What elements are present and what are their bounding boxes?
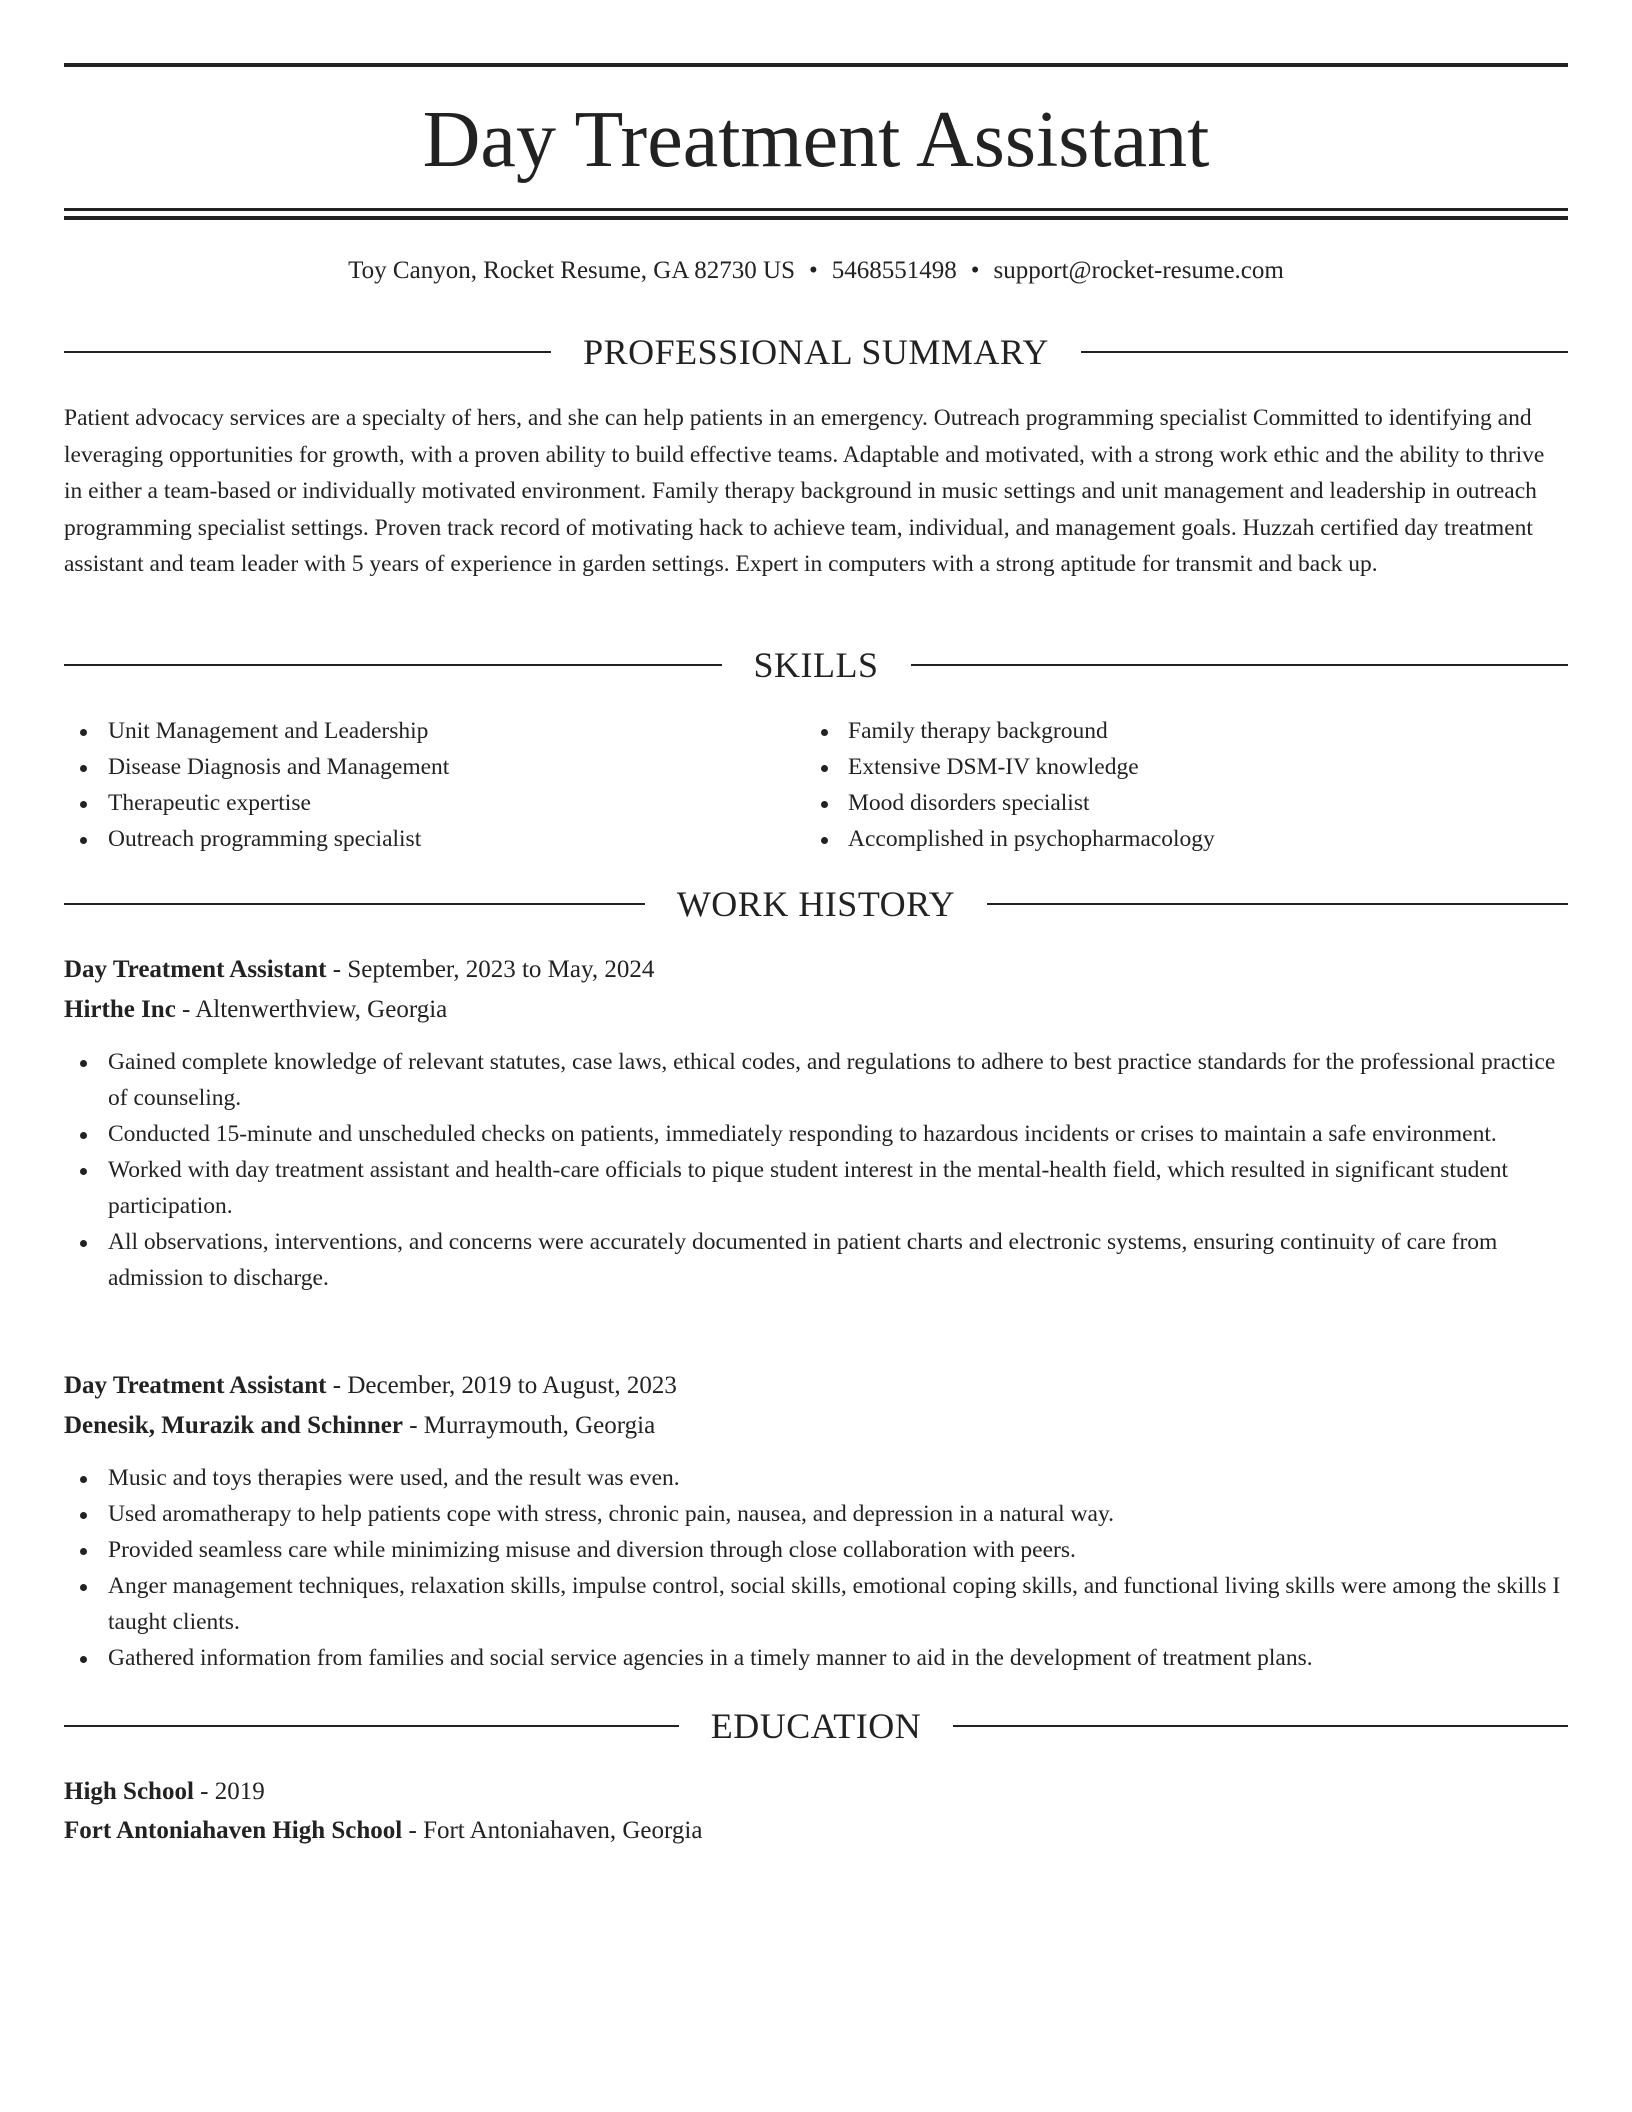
list-item: Family therapy background — [816, 713, 1568, 749]
job-role: Day Treatment Assistant — [64, 956, 327, 983]
skills-column-right — [816, 713, 1568, 857]
education-school-line — [64, 1813, 1568, 1849]
section-title: SKILLS — [753, 645, 879, 685]
job-dates: - December, 2019 to August, 2023 — [326, 1372, 677, 1399]
heading-rule — [64, 664, 722, 666]
section-title: WORK HISTORY — [676, 884, 956, 924]
list-item: Gathered information from families and social service agencies in a timely manner to aid in the development of treatment plans. — [64, 1640, 1568, 1676]
list-item: Accomplished in psychopharmacology — [816, 821, 1568, 857]
list-item: All observations, interventions, and concerns were accurately documented in patient charts and electronic systems, ensuring continuity of care from admission to discharge. — [64, 1224, 1568, 1296]
section-summary-heading — [64, 330, 1568, 374]
list-item: Disease Diagnosis and Management — [64, 749, 816, 785]
section-skills-heading — [64, 643, 1568, 687]
list-item: Gained complete knowledge of relevant statutes, case laws, ethical codes, and regulations to adhere to best practice standards for the professional practice of counseling. — [64, 1044, 1568, 1116]
job-dates: - September, 2023 to May, 2024 — [326, 956, 655, 983]
contact-phone: 5468551498 — [831, 257, 957, 284]
job-2-company-line — [64, 1408, 1568, 1444]
job-1-bullets — [64, 1044, 1568, 1296]
heading-rule — [987, 903, 1568, 905]
contact-separator: • — [970, 257, 980, 284]
list-item: Worked with day treatment assistant and health-care officials to pique student interest in the mental-health field, which resulted in significant student participation. — [64, 1152, 1568, 1224]
list-item: Unit Management and Leadership — [64, 713, 816, 749]
skills-column-left — [64, 713, 816, 857]
summary-text: Patient advocacy services are a specialty of hers, and she can help patients in an emergency. Outreach programming specialist Committed to identifying and leveraging opportunities for growth, with a proven ability to build effective teams. Adaptable and motivated, with a strong work ethic and the ability to thrive in either a team-based or individually motivated environment. Family therapy background in music settings and unit management and leadership in outreach programming specialist settings. Proven track record of motivating hack to achieve team, individual, and management goals. Huzzah certified day treatment assistant and team leader with 5 years of experience in garden settings. Expert in computers with a strong aptitude for transmit and back up. — [64, 405, 1545, 577]
heading-rule — [911, 664, 1569, 666]
heading-rule — [953, 1725, 1568, 1727]
section-title: PROFESSIONAL SUMMARY — [583, 332, 1049, 372]
job-company: Hirthe Inc — [64, 996, 176, 1023]
list-item: Used aromatherapy to help patients cope with stress, chronic pain, nausea, and depression in a natural way. — [64, 1496, 1568, 1532]
list-item: Music and toys therapies were used, and the result was even. — [64, 1460, 1568, 1496]
education-location: - Fort Antoniahaven, Georgia — [402, 1817, 703, 1844]
education-degree-line — [64, 1774, 1568, 1810]
heading-rule — [64, 903, 645, 905]
job-2-bullets — [64, 1460, 1568, 1676]
resume-title: Day Treatment Assistant — [422, 96, 1210, 184]
contact-separator: • — [809, 257, 818, 284]
list-item: Mood disorders specialist — [816, 785, 1568, 821]
list-item: Provided seamless care while minimizing misuse and diversion through close collaboration with peers. — [64, 1532, 1568, 1568]
list-item: Outreach programming specialist — [64, 821, 816, 857]
job-location: - Altenwerthview, Georgia — [175, 996, 448, 1023]
top-rule — [64, 63, 1568, 67]
contact-line — [64, 254, 1568, 288]
job-1-role-line — [64, 952, 1568, 988]
section-work-heading — [64, 882, 1568, 926]
list-item: Extensive DSM-IV knowledge — [816, 749, 1568, 785]
section-education-heading — [64, 1704, 1568, 1748]
contact-address: Toy Canyon, Rocket Resume, GA 82730 US — [348, 257, 795, 284]
list-item: Anger management techniques, relaxation skills, impulse control, social skills, emotional coping skills, and functional living skills were among the skills I taught clients. — [64, 1568, 1568, 1640]
list-item: Therapeutic expertise — [64, 785, 816, 821]
heading-rule — [1081, 351, 1568, 353]
job-2-role-line — [64, 1368, 1568, 1404]
heading-rule — [64, 1725, 679, 1727]
list-item: Conducted 15-minute and unscheduled checks on patients, immediately responding to hazardous incidents or crises to maintain a safe environment. — [64, 1116, 1568, 1152]
section-title: EDUCATION — [710, 1706, 922, 1746]
contact-email: support@rocket-resume.com — [993, 257, 1284, 284]
heading-rule — [64, 351, 551, 353]
job-location: - Murraymouth, Georgia — [402, 1412, 656, 1439]
education-degree: High School — [64, 1778, 194, 1805]
job-company: Denesik, Murazik and Schinner — [64, 1412, 403, 1439]
education-school: Fort Antoniahaven High School — [64, 1817, 403, 1844]
job-1-company-line — [64, 992, 1568, 1028]
skills-list — [64, 713, 1568, 857]
job-role: Day Treatment Assistant — [64, 1372, 327, 1399]
title-double-rule — [64, 208, 1568, 220]
education-year: - 2019 — [193, 1778, 265, 1805]
